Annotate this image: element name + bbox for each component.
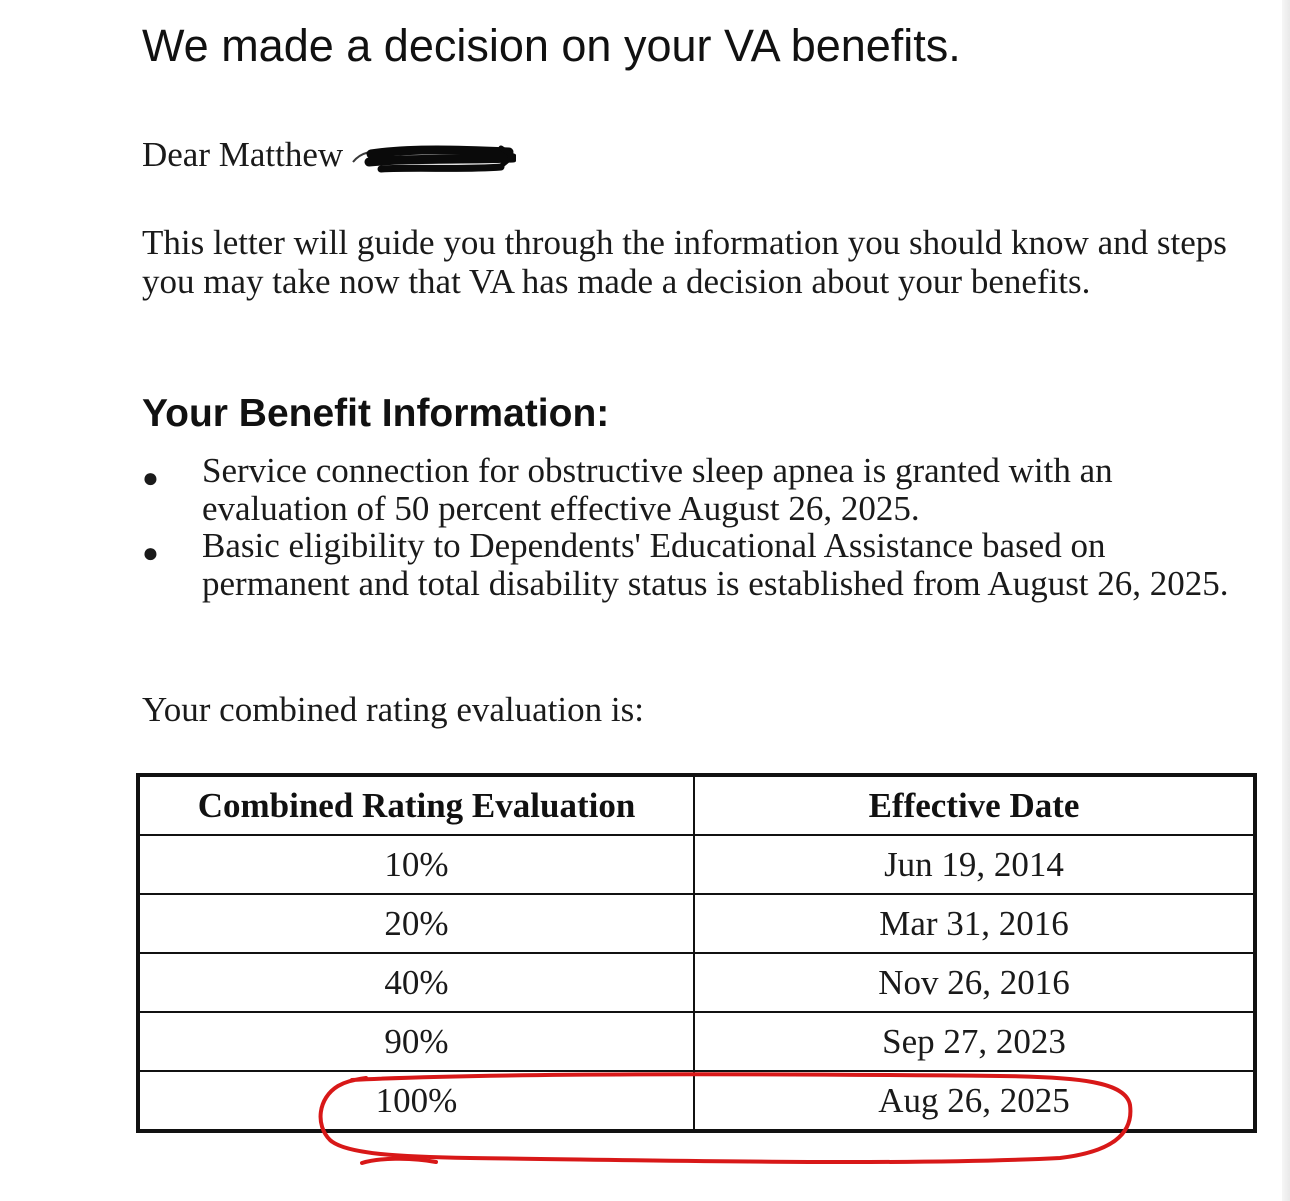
benefit-item-text: Basic eligibility to Dependents' Educational Assistance based on permanent and total disability status is established from August 26, 2025. [202,526,1229,603]
table-row [138,894,1255,953]
column-header-rating: Combined Rating Evaluation [138,775,694,835]
redaction-scribble [351,140,516,176]
date-cell: Nov 26, 2016 [694,953,1255,1012]
benefit-info-heading: Your Benefit Information: [142,392,610,435]
benefit-item-text: Service connection for obstructive sleep apnea is granted with an evaluation of 50 percent effective August 26, 2025. [202,451,1113,528]
table-row [138,1012,1255,1071]
rating-cell: 40% [138,953,694,1012]
rating-cell: 90% [138,1012,694,1071]
list-item [142,527,1252,602]
table-row [138,835,1255,894]
greeting-text: Dear Matthew [142,135,344,174]
rating-table [136,773,1257,1133]
date-cell: Mar 31, 2016 [694,894,1255,953]
rating-cell: 100% [138,1071,694,1131]
rating-cell: 20% [138,894,694,953]
column-header-date: Effective Date [694,775,1255,835]
benefit-list [142,452,1252,602]
table-row-highlighted [138,1071,1255,1131]
bullet-icon: ● [142,538,159,569]
greeting [142,135,516,176]
table-row [138,953,1255,1012]
date-cell: Aug 26, 2025 [694,1071,1255,1131]
date-cell: Sep 27, 2023 [694,1012,1255,1071]
letter-heading: We made a decision on your VA benefits. [142,20,961,71]
intro-paragraph: This letter will guide you through the information you should know and steps you may take now that VA has made a decision about your benefits. [142,223,1227,301]
list-item [142,452,1252,527]
date-cell: Jun 19, 2014 [694,835,1255,894]
page-edge-shadow [1282,0,1290,1201]
rating-cell: 10% [138,835,694,894]
redacted-surname [351,140,516,176]
table-header-row [138,775,1255,835]
bullet-icon: ● [142,463,159,494]
combined-rating-intro: Your combined rating evaluation is: [142,690,644,729]
